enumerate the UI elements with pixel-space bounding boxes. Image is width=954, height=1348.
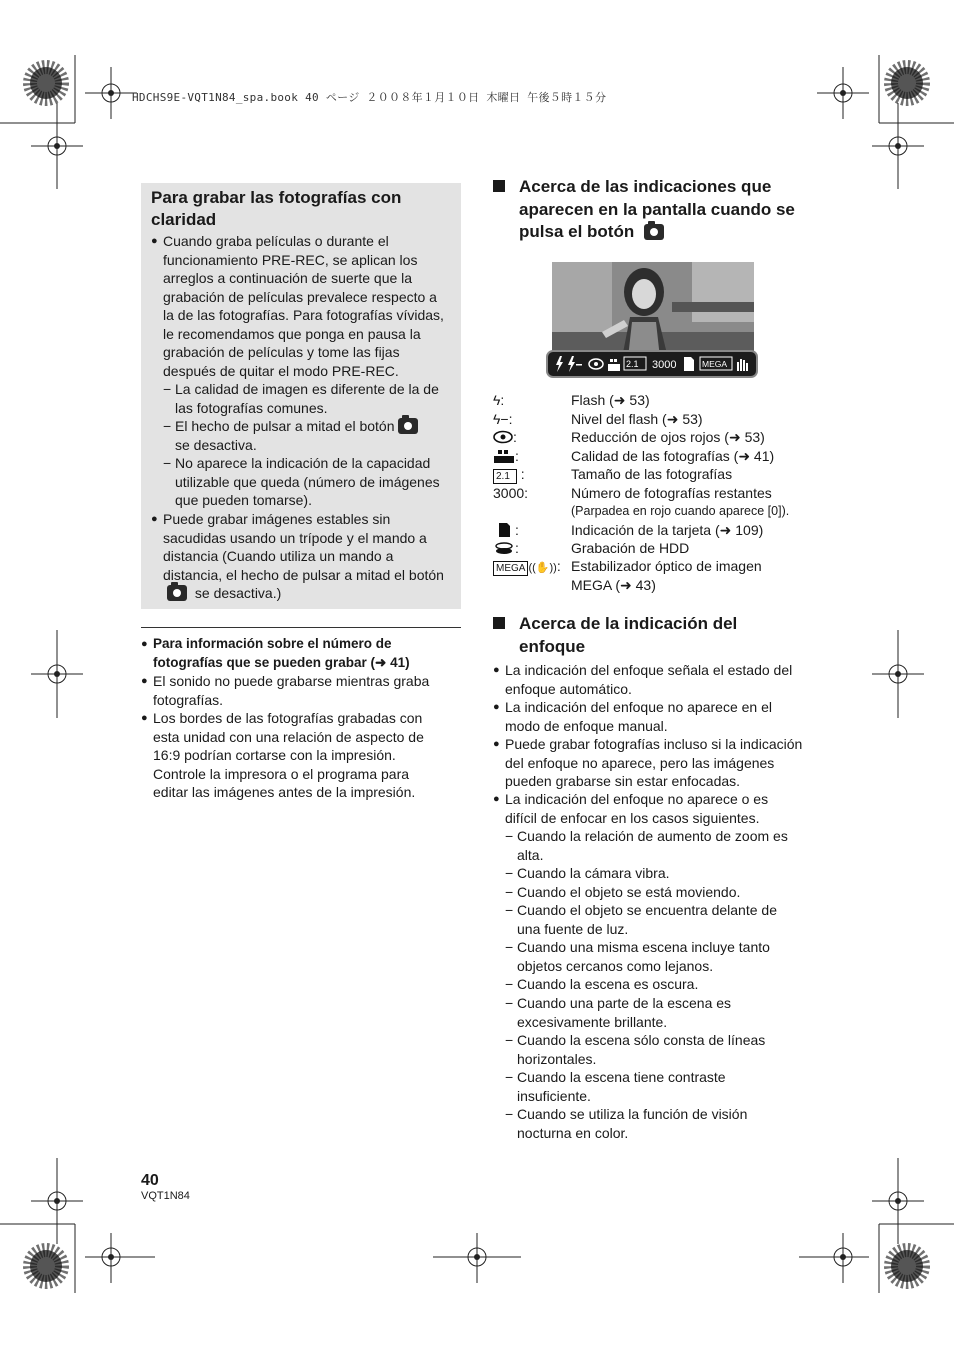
- tip-box-title: Para grabar las fotografías con claridad: [151, 188, 402, 229]
- remaining-count-label: 3000:: [493, 485, 529, 501]
- list-item: − Cuando la cámara vibra.: [505, 865, 670, 881]
- mega-ois-icon: MEGA ((✋)):: [493, 558, 561, 576]
- list-item: − Cuando la relación de aumento de zoom es alta.: [505, 828, 788, 863]
- list-item: − Cuando una parte de la escena es excesivamente brillante.: [505, 995, 732, 1030]
- list-item: − Cuando se utiliza la función de visión nocturna en color.: [505, 1106, 748, 1141]
- list-item: ● Para información sobre el número de fotografías que se pueden grabar (➜ 41): [141, 636, 410, 670]
- list-item: − Cuando el objeto se encuentra delante de una fuente de luz.: [505, 902, 777, 937]
- list-item: − Cuando el objeto se está moviendo.: [505, 884, 741, 900]
- osd-mega-text: MEGA: [702, 359, 728, 369]
- osd-count-text: 3000: [652, 359, 677, 371]
- flash-icon: ϟ:: [493, 392, 505, 408]
- list-item: ● Cuando graba películas o durante el funcionamiento PRE-REC, se aplican los arreglos a continuación de suerte que la grabación de películas prevalece respecto a la de las fotografías. Para fotografías vívidas, le recomendamos que ponga en pausa la grabación de películas y tome las fijas después de quitar el modo PRE-REC.: [151, 233, 444, 379]
- square-bullet-icon: [493, 617, 505, 629]
- list-item: ● La indicación del enfoque no aparece o es difícil de enfocar en los casos siguientes.: [493, 791, 769, 826]
- list-item: ● Puede grabar imágenes estables sin sacudidas usando un trípode y el mando a distancia (Cuando utiliza un mando a distancia, el hecho de pulsar a mitad el botón se desactiva.): [151, 511, 444, 601]
- list-item: − El hecho de pulsar a mitad el botón se desactiva.: [163, 417, 451, 454]
- divider: [141, 627, 461, 628]
- section-heading: Acerca de la indicación del enfoque: [493, 613, 793, 658]
- bullet-icon: ●: [151, 513, 158, 525]
- camera-button-icon: [398, 418, 418, 434]
- list-item: ● La indicación del enfoque no aparece en el modo de enfoque manual.: [493, 699, 772, 734]
- print-header: HDCHS9E-VQT1N84_spa.book 40 ページ ２００８年１月１０日 木曜日 午後５時１５分: [132, 91, 607, 104]
- list-item: − Cuando la escena tiene contraste insuficiente.: [505, 1069, 726, 1104]
- square-bullet-icon: [493, 180, 505, 192]
- list-item: − Cuando la escena es oscura.: [505, 976, 699, 992]
- screen-photo: [552, 262, 754, 358]
- list-item: − Cuando la escena sólo consta de líneas horizontales.: [505, 1032, 766, 1067]
- camera-button-icon: [167, 585, 187, 601]
- list-item: − La calidad de imagen es diferente de la de las fotografías comunes.: [163, 381, 439, 416]
- bullet-icon: ●: [151, 235, 158, 247]
- camera-button-icon: [644, 224, 664, 240]
- section-heading: Acerca de las indicaciones que aparecen en la pantalla cuando se pulsa el botón: [493, 176, 813, 244]
- flash-level-icon: ϟ−:: [493, 411, 513, 427]
- sd-card-icon: :: [493, 522, 519, 538]
- osd-size-text: 2.1: [626, 359, 639, 369]
- page-number: 40: [141, 1172, 159, 1189]
- picture-size-icon: 2.1 :: [493, 466, 525, 484]
- list-item: ● Puede grabar fotografías incluso si la indicación del enfoque no aparece, pero las imágenes pueden grabarse sin estar enfocadas.: [493, 736, 803, 789]
- red-eye-icon: :: [493, 429, 517, 445]
- list-item: ● Los bordes de las fotografías grabadas con esta unidad con una relación de aspecto de 16:9 podrían cortarse con la impresión. Controle la impresora o el programa para editar las imágenes antes de la impresión.: [141, 710, 424, 800]
- list-item: − No aparece la indicación de la capacidad utilizable que queda (número de imágenes que pueden tomarse).: [163, 455, 440, 508]
- osd-indicator-bar: [546, 350, 758, 378]
- list-item: ● El sonido no puede grabarse mientras graba fotografías.: [141, 673, 430, 708]
- list-item: − Cuando una misma escena incluye tanto objetos cercanos como lejanos.: [505, 939, 770, 974]
- list-item: ● La indicación del enfoque señala el estado del enfoque automático.: [493, 662, 793, 697]
- document-code: VQT1N84: [141, 1190, 190, 1202]
- picture-quality-icon: :: [493, 448, 519, 464]
- hdd-icon: :: [493, 540, 519, 556]
